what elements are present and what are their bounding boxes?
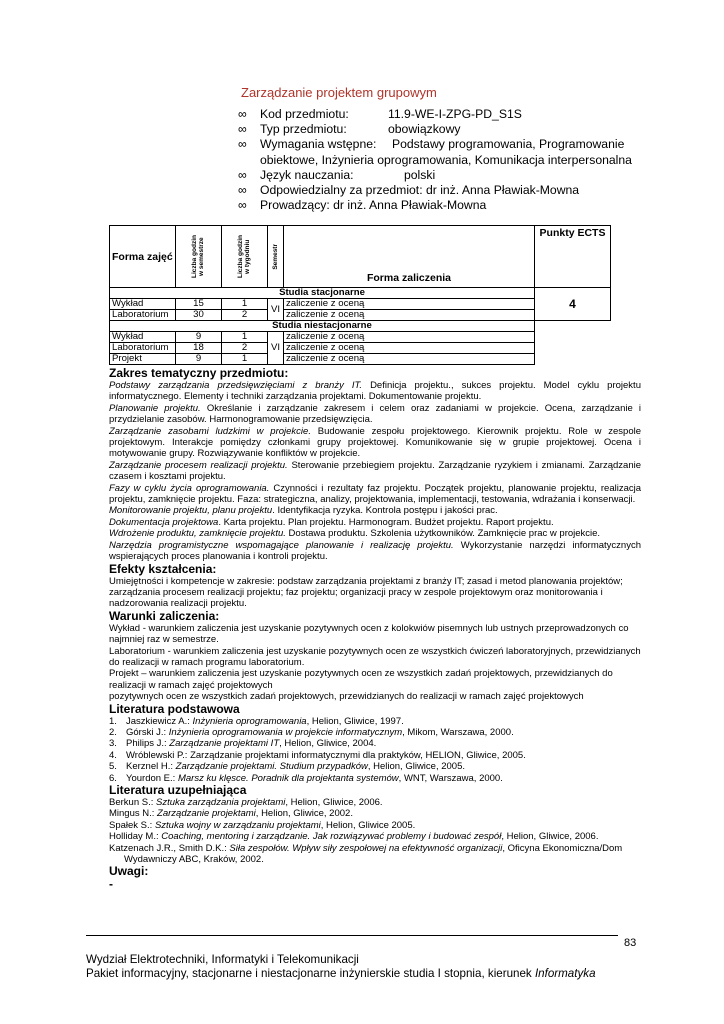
footer-package: Pakiet informacyjny, stacjonarne i niestacjonarne inżynierskie studia I stopnia, kierunek Informatyka [86,967,596,980]
table-row: Laboratorium 18 2 zaliczenie z oceną [110,343,611,354]
topic-paragraph: Podstawy zarządzania przedsięwzięciami z branży IT. Definicja projektu., sukces projektu. Model cyklu projektu informatycznego. Elementy i techniki zarządzania projektami. Dokumentowanie projektu. [109,380,641,403]
section-heading-remarks: Uwagi: [109,864,149,879]
info-language: ∞ Język nauczania: polski [238,167,436,182]
condition-project: Projekt – warunkiem zaliczenia jest uzyskanie pozytywnych ocen ze wszystkich zadań projektowych, przewidzianych do realizacji w ramach zajęć projektowych [109,668,613,691]
bullet-icon: ∞ [238,107,247,121]
list-item: 3. Philips J.: Zarządzanie projektami IT, Helion, Gliwice, 2004. [109,738,377,750]
course-info-list [238,107,648,213]
footer-divider [86,935,618,936]
list-item: 1. Jaszkiewicz A.: Inżynieria oprogramowania, Helion, Gliwice, 1997. [109,715,404,727]
header-hours-semester: Liczba godzin w semestrze [190,235,205,278]
course-description [109,367,641,891]
course-title: Zarządzanie projektem grupowym [241,85,437,100]
section-row [110,321,611,332]
list-item: 6. Yourdon E.: Marsz ku klęsce. Poradnik dla projektanta systemów, WNT, Warszawa, 2000. [109,772,503,784]
course-hours-table [109,225,611,365]
topic-paragraph: Narzędzia programistyczne wspomagające planowanie i realizację projektu. Wykorzystanie narzędzi informatycznych wspierających proces planowania i kontroli projektu. [109,539,641,563]
list-item: Holliday M.: Coaching, mentoring i zarządzanie. Jak rozwiązywać problemy i budować zespół, Helion, Gliwice, 2006. [109,831,599,843]
header-ects: Punkty ECTS [535,226,611,288]
topic-paragraph: Zarządzanie zasobami ludzkimi w projekcie. Budowanie zespołu projektowego. Kierownik projektu. Role w zespole projektowym. Interakcje pomiędzy członkami grupy projektowej. Komunikowanie się w grupie projektowej. Ocena i motywowanie grupy. Rozwiązywanie konfliktów w projekcie. [109,425,642,460]
topic-paragraph: Fazy w cyklu życia oprogramowania. Czynności i rezultaty faz projektu. Początek projektu, planowanie projektu, realizacja projektu, zamknięcie projektu. Faza: strategiczna, analizy, projektowania, implementacji, testowania, wdrażania i konserwacji. [109,482,641,506]
header-semester: Semestr [272,243,279,270]
table-row: Wykład 9 1 VI zaliczenie z oceną [110,332,611,343]
section-full-time: Studia stacjonarne [110,288,535,299]
bullet-icon: ∞ [238,167,247,182]
condition-lab: Laboratorium - warunkiem zaliczenia jest uzyskanie pozytywnych ocen ze wszystkich ćwiczeń laboratoryjnych, przewidzianych do realizacji w ramach programu laboratorium. [109,645,641,668]
section-heading-conditions: Warunki zaliczenia: [109,608,220,623]
remarks-text: - [109,877,113,892]
section-heading-topics: Zakres tematyczny przedmiotu: [109,366,289,380]
list-item: 2. Górski J.: Inżynieria oprogramowania w projekcie informatycznym, Mikom, Warszawa, 2000. [109,726,514,738]
list-item: Katzenach J.R., Smith D.K.: Siła zespołów. Wpływ siły zespołowej na efektywność organizacji, Oficyna Ekonomiczna/Dom Wydawniczy ABC, Kraków, 2002. [109,842,623,866]
ects-value: 4 [535,288,611,321]
basic-literature-list [109,716,641,784]
list-item: Spałek S.: Sztuka wojny w zarządzaniu projektami, Helion, Gliwice 2005. [109,819,416,831]
topic-paragraph: Dokumentacja projektowa. Karta projektu. Plan projektu. Harmonogram. Budżet projektu. Raport projektu. [109,516,554,528]
info-responsible: ∞ Odpowiedzialny za przedmiot: dr inż. Anna Pławiak-Mowna [238,183,580,198]
topic-paragraph: Wdrożenie produktu, zamknięcie projektu. Dostawa produktu. Szkolenia użytkowników. Zamknięcie prac w projekcie. [109,528,601,540]
section-part-time: Studia niestacjonarne [110,321,535,332]
footer-faculty: Wydział Elektrotechniki, Informatyki i Telekomunikacji [86,953,359,966]
table-row: Wykład 15 1 VI zaliczenie z oceną [110,299,611,310]
info-lecturer: ∞ Prowadzący: dr inż. Anna Pławiak-Mowna [238,198,487,213]
bullet-icon: ∞ [238,137,247,152]
bullet-icon: ∞ [238,183,247,198]
header-credit-form: Forma zaliczenia [284,226,535,288]
outcomes-text: Umiejętności i kompetencje w zakresie: podstaw zarządzania projektami z branży IT; zasad i metod planowania projektów; zarządzania procesem realizacji projektu; faz projektu; organizacji pracy w zespole projektowym oraz monitorowania i nadzorowania realizacji projektu. [109,575,623,610]
header-form: Forma zajęć [110,226,176,288]
section-heading-basic-literature: Literatura podstawowa [109,701,240,716]
info-code: ∞ Kod przedmiotu: 11.9-WE-I-ZPG-PD_S1S [238,107,522,121]
supplementary-literature-list [109,797,641,865]
header-hours-week: Liczba godzin w tygodniu [236,235,251,278]
topic-paragraph: Planowanie projektu. Określanie i zarządzanie zakresem i celem oraz zadaniami w projekcie. Ocena, zarządzanie i przydzielanie zasobów. Harmonogramowanie przedsięwzięcia. [109,402,641,426]
topic-paragraph: Zarządzanie procesem realizacji projektu. Sterowanie przebiegiem projektu. Zarządzanie ryzykiem i zmianami. Zarządzanie czasem i kosztami projektu. [109,459,641,483]
bullet-icon: ∞ [238,122,247,137]
page-number: 83 [624,937,637,949]
bullet-icon: ∞ [238,198,247,213]
section-row [110,288,611,299]
info-prerequisites: ∞ Wymagania wstępne: Podstawy programowania, Programowanie obiektowe, Inżynieria oprogramowania, Komunikacja interpersonalna [238,137,632,167]
table-row: Projekt 9 1 zaliczenie z oceną [110,354,611,365]
list-item: 5. Kerznel H.: Zarządzanie projektami. Studium przypadków, Helion, Gliwice, 2005. [109,761,466,773]
section-heading-outcomes: Efekty kształcenia: [109,561,217,576]
semester-value: VI [268,299,284,321]
condition-lecture: Wykład - warunkiem zaliczenia jest uzyskanie pozytywnych ocen z kolokwiów pisemnych lub ustnych przeprowadzonych co najmniej raz w semestrze. [109,622,629,646]
table-header-row [110,226,611,288]
topic-paragraph: Monitorowanie projektu, planu projektu. Identyfikacja ryzyka. Kontrola postępu i jakości prac. [109,505,498,517]
list-item: 4. Wróblewski P.: Zarządzanie projektami informatycznymi dla praktyków, HELION, Gliwice, 2005. [109,749,526,761]
section-heading-supplementary-literature: Literatura uzupełniająca [109,783,247,797]
info-type: ∞ Typ przedmiotu: obowiązkowy [238,122,461,137]
table-row: Laboratorium 30 2 zaliczenie z oceną [110,310,611,321]
list-item: Berkun S.: Sztuka zarządzania projektami, Helion, Gliwice, 2006. [109,797,383,808]
condition-project-cont: pozytywnych ocen ze wszystkich zadań projektowych, przewidzianych do realizacji w ramach zajęć projektowych [109,691,584,703]
semester-value: VI [268,332,284,365]
list-item: Mingus N.: Zarządzanie projektami, Helion, Gliwice, 2002. [109,808,353,820]
